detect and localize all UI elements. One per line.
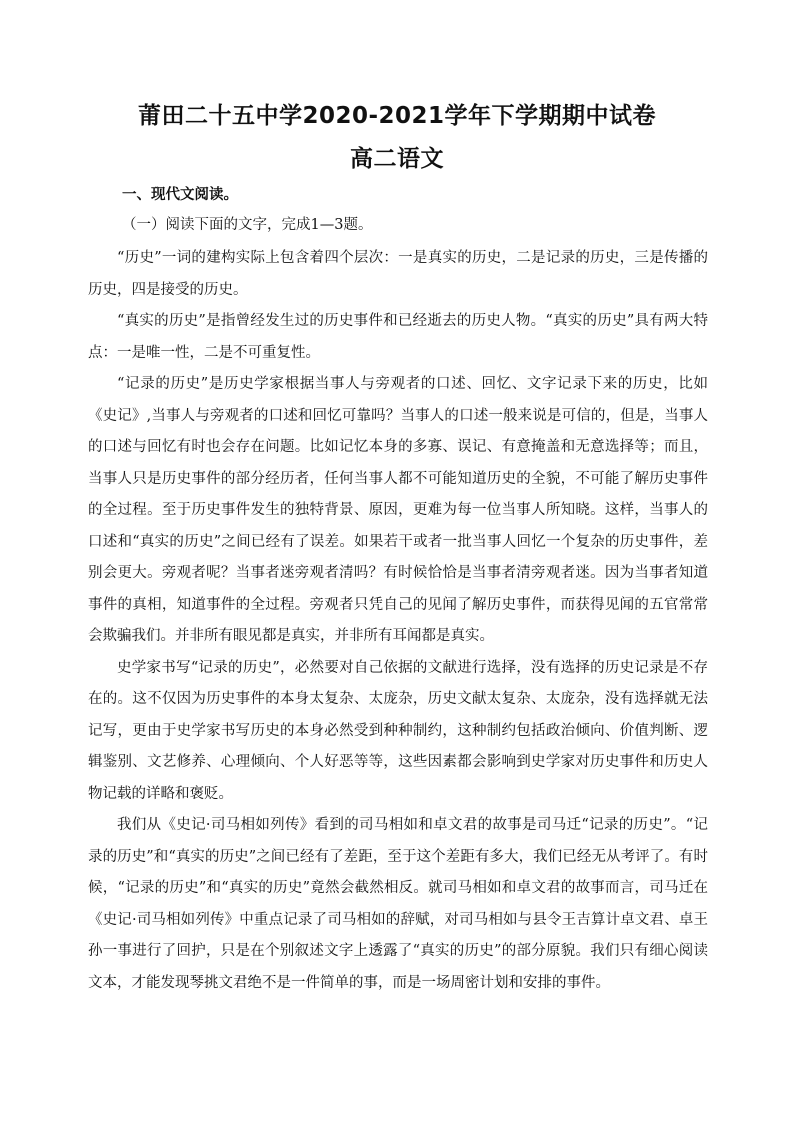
passage-paragraph-3: “记录的历史”是历史学家根据当事人与旁观者的口述、回忆、文字记录下来的历史，比如《史记》,当事人与旁观者的口述和回忆可靠吗？当事人的口述一般来说是可信的，但是，当事人的口述与回忆有时也会存在问题。比如记忆本身的多寡、误记、有意掩盖和无意选择等；而且，当事人只是历史事件的部分经历者，任何当事人都不可能知道历史的全貌，不可能了解历史事件的全过程。至于历史事件发生的独特背景、原因，更难为每一位当事人所知晓。这样，当事人的口述和“真实的历史”之间已经有了误差。如果若干或者一批当事人回忆一个复杂的历史事件，差别会更大。旁观者呢？当事者迷旁观者清吗？有时候恰恰是当事者清旁观者迷。因为当事者知道事件的真相，知道事件的全过程。旁观者只凭自己的见闻了解历史事件，而获得见闻的五官常常会欺骗我们。并非所有眼见都是真实，并非所有耳闻都是真实。 <box>88 376 708 644</box>
section-heading: 一、现代文阅读。 <box>122 187 238 203</box>
exam-title: 莆田二十五中学2020-2021学年下学期期中试卷 <box>137 103 657 129</box>
passage-paragraph-2: “真实的历史”是指曾经发生过的历史事件和已经逝去的历史人物。“真实的历史”具有两大特点：一是唯一性，二是不可重复性。 <box>88 313 708 361</box>
section-instructions: （一）阅读下面的文字，完成1—3题。 <box>122 217 373 233</box>
reading-passage <box>88 243 708 999</box>
exam-subtitle: 高二语文 <box>350 146 444 172</box>
passage-paragraph-5: 我们从《史记·司马相如列传》看到的司马相如和卓文君的故事是司马迁“记录的历史”。“记录的历史”和“真实的历史”之间已经有了差距，至于这个差距有多大，我们已经无从考评了。有时候，“记录的历史”和“真实的历史”竟然会截然相反。就司马相如和卓文君的故事而言，司马迁在《史记·司马相如列传》中重点记录了司马相如的辞赋，对司马相如与县令王吉算计卓文君、卓王孙一事进行了回护，只是在个别叙述文字上透露了“真实的历史”的部分原貌。我们只有细心阅读文本，才能发现琴挑文君绝不是一件简单的事，而是一场周密计划和安排的事件。 <box>88 817 708 991</box>
passage-paragraph-1: “历史”一词的建构实际上包含着四个层次：一是真实的历史，二是记录的历史，三是传播的历史，四是接受的历史。 <box>88 250 708 298</box>
passage-paragraph-4: 史学家书写“记录的历史”，必然要对自己依据的文献进行选择，没有选择的历史记录是不存在的。这不仅因为历史事件的本身太复杂、太庞杂，历史文献太复杂、太庞杂，没有选择就无法记写，更由于史学家书写历史的本身必然受到种种制约，这种制约包括政治倾向、价值判断、逻辑鉴别、文艺修养、心理倾向、个人好恶等等，这些因素都会影响到史学家对历史事件和历史人物记载的详略和褒贬。 <box>88 659 708 802</box>
